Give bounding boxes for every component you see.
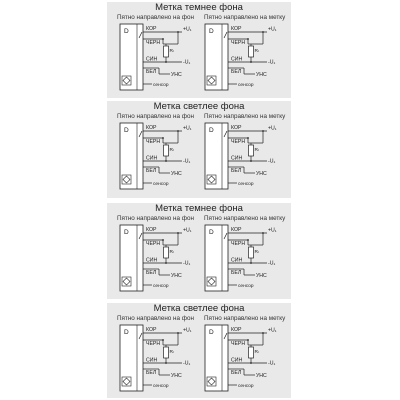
load-label: Rₗ	[169, 148, 174, 153]
supply-plus-label: +U₁	[183, 327, 192, 334]
wire-black-label: ЧЕРН	[146, 40, 161, 46]
sensor-box-label: D	[209, 28, 214, 35]
left-column-label: Пятно направлено на фон	[117, 315, 194, 322]
wire-white-label: БЕЛ	[231, 270, 242, 276]
wiring-schematic	[107, 303, 291, 398]
control-label: УНС	[256, 273, 267, 279]
supply-minus-label: -U₁	[183, 360, 191, 367]
load-resistor	[164, 145, 169, 156]
wire-black-label: ЧЕРН	[231, 40, 246, 46]
control-label: УНС	[171, 273, 182, 279]
load-label: Rₗ	[254, 148, 259, 153]
wire-blue-label: СИН	[231, 257, 243, 264]
supply-minus-label: -U₁	[183, 158, 191, 165]
wire-blue-label: СИН	[146, 56, 158, 63]
wire-black-label: ЧЕРН	[146, 139, 161, 145]
wire-black-label: ЧЕРН	[146, 241, 161, 247]
supply-plus-label: +U₁	[183, 227, 192, 234]
supply-minus-label: -U₁	[183, 59, 191, 66]
left-circuit	[120, 123, 192, 189]
wire-white-label: БЕЛ	[146, 69, 157, 75]
right-circuit	[205, 24, 277, 90]
wire-black-label: ЧЕРН	[146, 341, 161, 347]
sensor-box-label: D	[124, 329, 129, 336]
load-resistor	[249, 145, 254, 156]
sensor-box-label: D	[124, 28, 129, 35]
supply-minus-label: -U₁	[183, 260, 191, 267]
right-circuit	[205, 325, 277, 391]
sensor-label: сенсор	[153, 284, 169, 289]
panel-title: Метка светлее фона	[153, 101, 245, 112]
wire-brown-label: КОР	[146, 26, 157, 32]
left-column-label: Пятно направлено на фон	[117, 215, 194, 222]
sensor-label: сенсор	[153, 83, 169, 88]
left-column-label: Пятно направлено на фон	[117, 14, 194, 21]
wire-white-label: БЕЛ	[231, 370, 242, 376]
control-label: УНС	[256, 373, 267, 379]
supply-plus-label: +U₁	[268, 125, 277, 132]
left-column-label: Пятно направлено на фон	[117, 113, 194, 120]
right-circuit	[205, 225, 277, 291]
control-label: УНС	[171, 373, 182, 379]
control-label: УНС	[256, 72, 267, 78]
sensor-box-label: D	[124, 229, 129, 236]
control-label: УНС	[171, 72, 182, 78]
load-resistor	[249, 46, 254, 57]
sensor-label: сенсор	[153, 182, 169, 187]
sensor-label: сенсор	[238, 284, 254, 289]
sensor-label: сенсор	[153, 384, 169, 389]
supply-minus-label: -U₁	[268, 360, 276, 367]
sensor-box-label: D	[209, 329, 214, 336]
wire-white-label: БЕЛ	[146, 370, 157, 376]
diagram-panel	[107, 303, 291, 398]
wire-blue-label: СИН	[146, 357, 158, 364]
wire-white-label: БЕЛ	[146, 270, 157, 276]
sensor-label: сенсор	[238, 384, 254, 389]
load-resistor	[164, 347, 169, 358]
supply-plus-label: +U₁	[268, 327, 277, 334]
diagram-panel	[107, 101, 291, 198]
wiring-schematic	[107, 101, 291, 198]
load-label: Rₗ	[169, 49, 174, 54]
wiring-schematic	[107, 2, 291, 98]
load-label: Rₗ	[169, 250, 174, 255]
diagram-panel	[107, 203, 291, 299]
wire-blue-label: СИН	[231, 155, 243, 162]
supply-plus-label: +U₁	[183, 125, 192, 132]
wire-blue-label: СИН	[231, 56, 243, 63]
load-label: Rₗ	[254, 49, 259, 54]
load-label: Rₗ	[169, 350, 174, 355]
wire-brown-label: КОР	[231, 125, 242, 131]
left-circuit	[120, 325, 192, 391]
wire-white-label: БЕЛ	[146, 168, 157, 174]
sensor-box-label: D	[209, 127, 214, 134]
supply-plus-label: +U₁	[183, 26, 192, 33]
panel-title: Метка темнее фона	[155, 2, 243, 13]
diagram-panel	[107, 2, 291, 98]
panel-title: Метка светлее фона	[153, 303, 245, 314]
supply-plus-label: +U₁	[268, 227, 277, 234]
supply-minus-label: -U₁	[268, 59, 276, 66]
sensor-box-label: D	[209, 229, 214, 236]
wire-brown-label: КОР	[146, 227, 157, 233]
wire-brown-label: КОР	[146, 125, 157, 131]
wire-white-label: БЕЛ	[231, 69, 242, 75]
wire-blue-label: СИН	[231, 357, 243, 364]
left-circuit	[120, 225, 192, 291]
load-resistor	[249, 247, 254, 258]
wire-black-label: ЧЕРН	[231, 341, 246, 347]
sensor-label: сенсор	[238, 182, 254, 187]
load-resistor	[164, 46, 169, 57]
sensor-box-label: D	[124, 127, 129, 134]
wire-white-label: БЕЛ	[231, 168, 242, 174]
right-column-label: Пятно направлено на метку	[204, 315, 286, 322]
left-circuit	[120, 24, 192, 90]
load-label: Rₗ	[254, 250, 259, 255]
wire-black-label: ЧЕРН	[231, 241, 246, 247]
control-label: УНС	[256, 171, 267, 177]
wire-brown-label: КОР	[231, 327, 242, 333]
supply-minus-label: -U₁	[268, 260, 276, 267]
supply-plus-label: +U₁	[268, 26, 277, 33]
wire-brown-label: КОР	[146, 327, 157, 333]
control-label: УНС	[171, 171, 182, 177]
panel-title: Метка темнее фона	[155, 203, 243, 214]
right-circuit	[205, 123, 277, 189]
supply-minus-label: -U₁	[268, 158, 276, 165]
load-label: Rₗ	[254, 350, 259, 355]
right-column-label: Пятно направлено на метку	[204, 113, 286, 120]
wiring-schematic	[107, 203, 291, 299]
wire-blue-label: СИН	[146, 257, 158, 264]
right-column-label: Пятно направлено на метку	[204, 215, 286, 222]
wire-black-label: ЧЕРН	[231, 139, 246, 145]
wire-brown-label: КОР	[231, 227, 242, 233]
wire-brown-label: КОР	[231, 26, 242, 32]
load-resistor	[249, 347, 254, 358]
wire-blue-label: СИН	[146, 155, 158, 162]
right-column-label: Пятно направлено на метку	[204, 14, 286, 21]
sensor-label: сенсор	[238, 83, 254, 88]
load-resistor	[164, 247, 169, 258]
